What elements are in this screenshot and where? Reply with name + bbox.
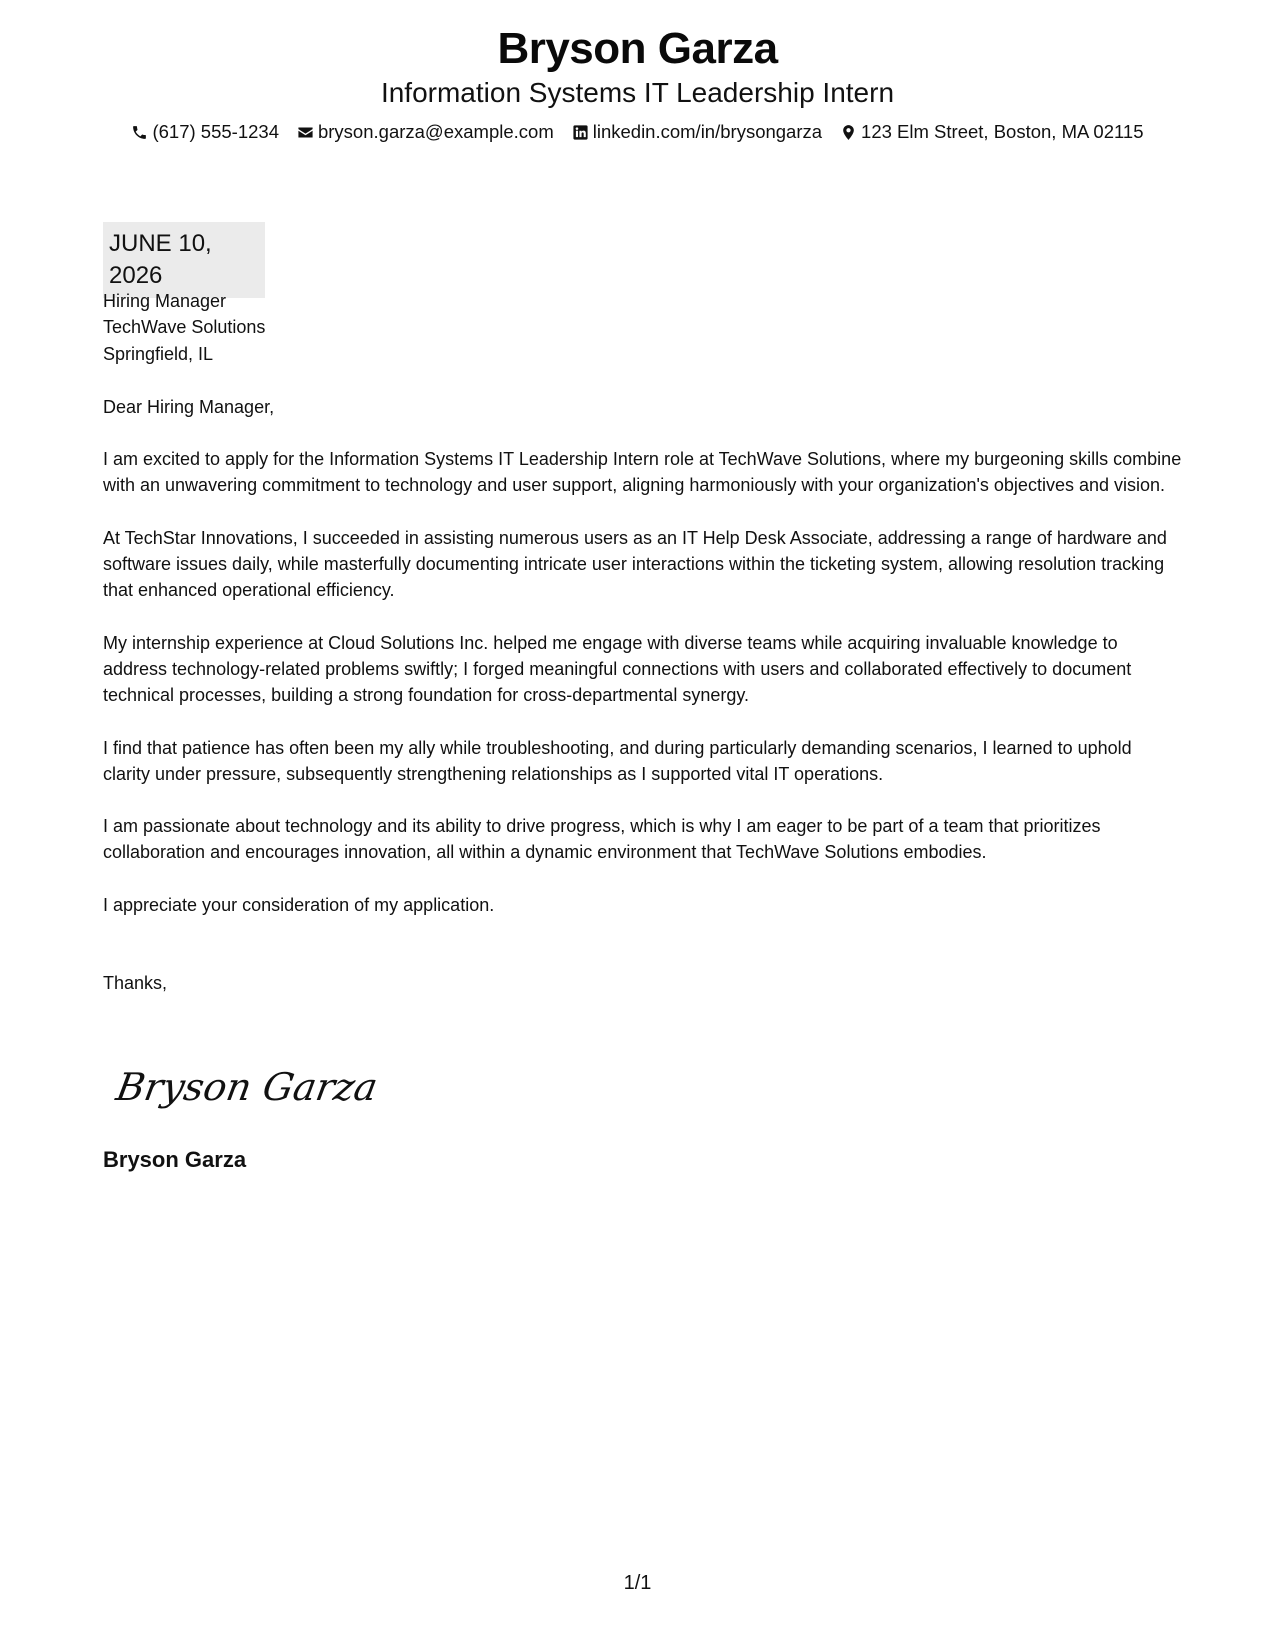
linkedin-icon bbox=[572, 124, 589, 141]
recipient-block bbox=[103, 288, 1183, 367]
contact-address bbox=[840, 120, 1143, 144]
applicant-role: Information Systems IT Leadership Intern bbox=[380, 77, 895, 108]
recipient-company: TechWave Solutions bbox=[103, 317, 266, 338]
signature-image bbox=[112, 1058, 381, 1116]
contact-linkedin[interactable] bbox=[572, 120, 822, 144]
map-marker-icon bbox=[840, 124, 857, 141]
recipient-location: Springfield, IL bbox=[103, 343, 214, 364]
paragraph-4: I find that patience has often been my ally while troubleshooting, and during particularly demanding scenarios, I learned to uphold clarity under pressure, subsequently strengthening relationships as I supported vital IT operations. bbox=[103, 737, 1132, 784]
signer-name: Bryson Garza bbox=[103, 1147, 247, 1172]
paragraph-2: At TechStar Innovations, I succeeded in assisting numerous users as an IT Help Desk Associate, addressing a range of hardware and software issues daily, while masterfully documenting intricate user interactions within the ticketing system, allowing resolution tracking that enhanced operational efficiency. bbox=[103, 527, 1167, 601]
address-text: 123 Elm Street, Boston, MA 02115 bbox=[861, 121, 1144, 142]
phone-text: (617) 555-1234 bbox=[152, 121, 279, 142]
page-number: 1/1 bbox=[623, 1572, 652, 1594]
paragraph-3: My internship experience at Cloud Solutions Inc. helped me engage with diverse teams while acquiring invaluable knowledge to address technology-related problems swiftly; I forged meaningful connections with users and collaborated effectively to document technical processes, building a strong foundation for cross-departmental synergy. bbox=[103, 632, 1132, 706]
closing: Thanks, bbox=[103, 973, 168, 994]
linkedin-text[interactable]: linkedin.com/in/brysongarza bbox=[592, 121, 823, 142]
phone-icon bbox=[131, 124, 148, 141]
paragraph-1: I am excited to apply for the Information Systems IT Leadership Intern role at TechWave Solutions, where my burgeoning skills combine with an unwavering commitment to technology and user support, aligning harmoniously with your organization's objectives and vision. bbox=[103, 449, 1182, 496]
contact-bar bbox=[0, 120, 1275, 144]
signature-text: Bryson Garza bbox=[112, 1065, 381, 1110]
letter-body bbox=[103, 288, 1183, 996]
paragraph-6: I appreciate your consideration of my application. bbox=[103, 894, 495, 915]
email-text[interactable]: bryson.garza@example.com bbox=[317, 121, 554, 142]
letter-header bbox=[0, 22, 1275, 144]
contact-phone bbox=[131, 120, 279, 144]
contact-email[interactable] bbox=[297, 120, 554, 144]
letter-date: JUNE 10, 2026 bbox=[103, 222, 265, 298]
envelope-icon bbox=[297, 124, 314, 141]
paragraph-5: I am passionate about technology and its ability to drive progress, which is why I am eager to be part of a team that prioritizes collaboration and encourages innovation, all within a dynamic environment that TechWave Solutions embodies. bbox=[103, 816, 1101, 863]
applicant-name: Bryson Garza bbox=[497, 24, 778, 73]
recipient-title: Hiring Manager bbox=[103, 291, 227, 311]
salutation: Dear Hiring Manager, bbox=[103, 396, 275, 417]
